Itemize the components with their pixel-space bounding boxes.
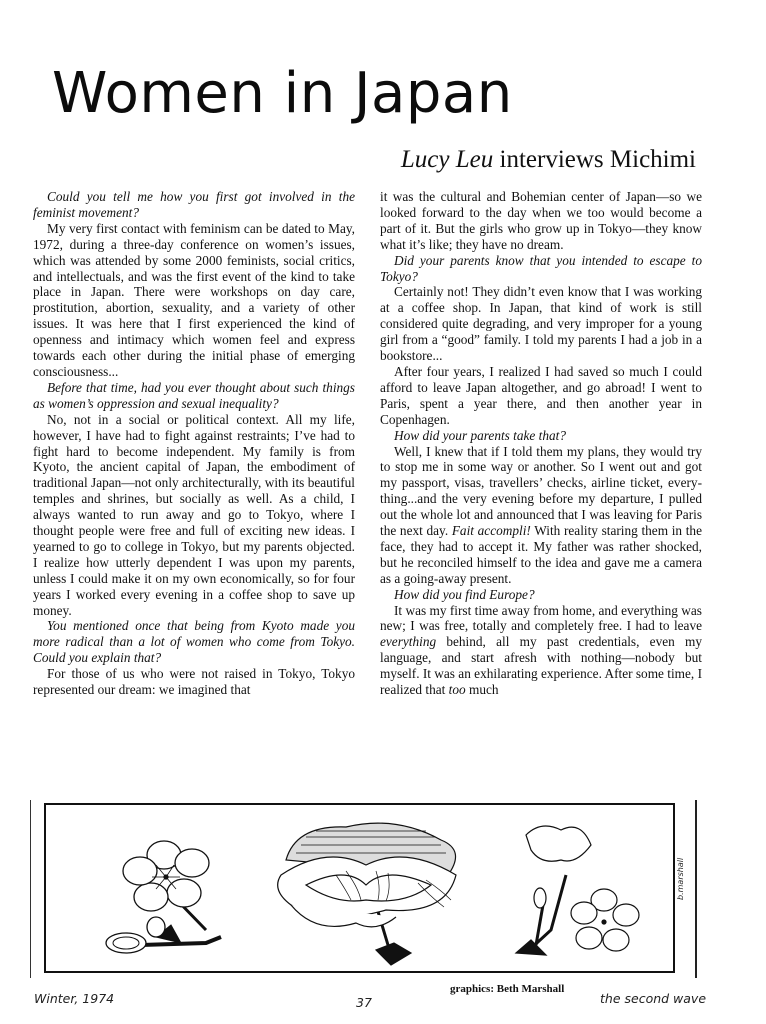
interview-answer: Certainly not! They didn’t even know that I was working at a coffee shop. In Japan, that kind of work is still considered quite degrading, and very improper for a young girl from a “good” family. I told my parents I had a job in a bookstore... (380, 284, 702, 364)
answer-text: much (465, 682, 499, 698)
interview-answer: My very first contact with feminism can be dated to May, 1972, during a three-day conference on women’s issues, which was attended by some 2000 feminists, social critics, and intellectuals, and was the first event of the kind to take place in Japan. There were workshops on day care, prostitution, abortion, sexuality, and a variety of other issues. It was here that I first experienced the kind of openness and intimacy which women feel and express towards each other during the initial phase of emerging consciousness... (33, 220, 355, 379)
interview-answer (380, 603, 702, 698)
flower-illustration (44, 803, 675, 973)
footer-publication-name: the second wave (600, 991, 707, 1006)
interview-answer: No, not in a social or political context. All my life, however, I have had to fight against restraints; I’ve had to fight hard to become independent. My family is from Kyoto, the ancient capital of Japan, the embodiment of traditional Japan—not only architecturally, with its beautiful temples and shrines, but socially as well. As a child, I always wanted to run away and go to Tokyo, where I thought people were free and full of exciting new ideas. I yearned to go to college in Tokyo, but my parents objected. I realize how utterly dependent I was upon my parents, unless I could make it on my own economically, so for four years I worked every evening in a coffee shop to save up money. (33, 411, 355, 618)
crop-rule-right (695, 800, 697, 978)
answer-text: behind, all my past credentials, even my language, and start afresh with nothing—nobody but myself. It was an exhilarating experience. After some time, I realized that (380, 634, 702, 698)
answer-emphasis: everything (380, 634, 437, 650)
footer-page-number: 37 (356, 995, 372, 1010)
byline-rest: interviews Michimi (493, 146, 696, 173)
article-byline (401, 145, 696, 175)
interview-question: How did you find Europe? (394, 586, 535, 602)
left-column (33, 189, 355, 698)
interview-answer: After four years, I realized I had saved so much I could afford to leave Japan altogether, and go abroad! I went to Paris, spent a year there, and then another year in Copenhagen. (380, 363, 702, 427)
crop-rule-left (30, 800, 31, 978)
answer-text: With reality staring them in the face, they had to accept it. My father was rather shocked, but he reconciled himself to the idea and gave me a camera as a going-away present. (380, 523, 702, 586)
plum-blossom-icon (123, 841, 209, 930)
interview-question: How did your parents take that? (394, 427, 566, 443)
interview-question: Did your parents know that you intended to escape to Tokyo? (380, 252, 702, 284)
interview-answer-continued: it was the cultural and Bohemian center of Japan—so we looked forward to the day when we too would become a part of it. But the girls who grow up in Tokyo—they know what it’s like; they have no dream. (380, 189, 702, 252)
footer-issue-date: Winter, 1974 (34, 991, 115, 1006)
flowers-drawing (46, 805, 673, 971)
answer-emphasis: too (448, 682, 466, 698)
interview-question: Could you tell me how you first got involved in the feminist movement? (33, 189, 355, 220)
answer-text: Well, I knew that if I told them my plans, they would try to stop me in some way or another. So I went out and got my passport, visas, travellers’ checks, airline ticket, everything...and the very evening before my departure, I pulled out the whole lot and announced that I was leaving for Paris the next day. (380, 443, 702, 539)
interview-answer: For those of us who were not raised in Tokyo, Tokyo represented our dream: we imagined that (33, 666, 355, 698)
artist-signature: b.marshall (676, 857, 685, 900)
peony-icon (278, 823, 456, 965)
interview-question: Before that time, had you ever thought about such things as women’s oppression and sexual inequality? (33, 379, 355, 411)
cherry-blossom-icon (516, 826, 639, 955)
answer-text: It was my first time away from home, and everything was new; I was free, totally and completely free. I had to leave (380, 602, 702, 634)
answer-emphasis: Fait accompli! (451, 523, 531, 539)
graphics-credit: graphics: Beth Marshall (450, 983, 565, 995)
interview-question: You mentioned once that being from Kyoto made you more radical than a lot of women who come from Tokyo. Could you explain that? (33, 618, 355, 666)
plum-bud-branch-icon (106, 917, 221, 953)
byline-author: Lucy Leu (400, 146, 494, 173)
right-column (380, 189, 702, 698)
interview-answer (380, 444, 702, 587)
article-title: Women in Japan (52, 61, 513, 126)
